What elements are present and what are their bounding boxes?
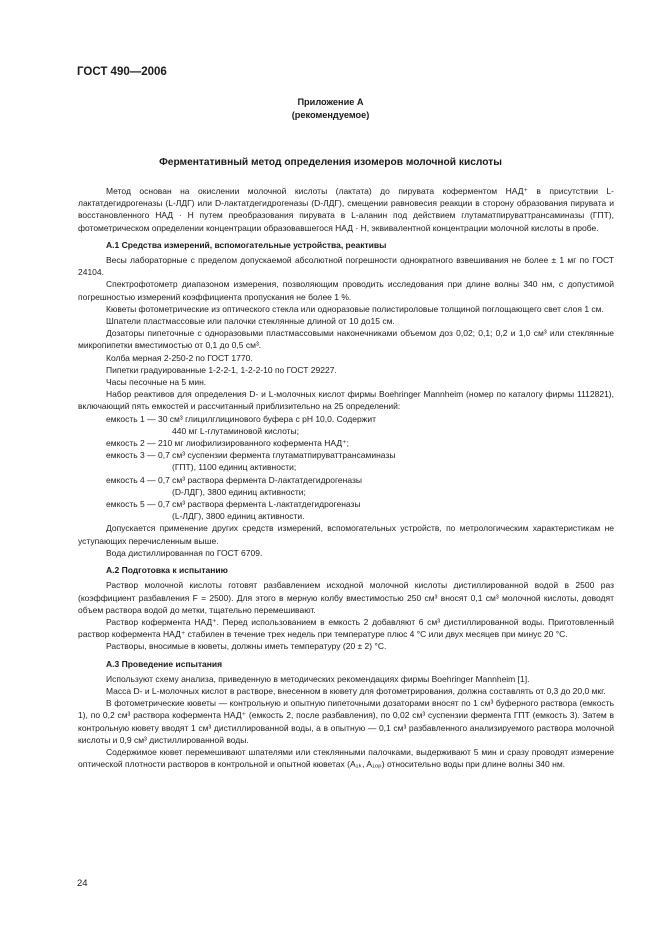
- paragraph: Раствор молочной кислоты готовят разбавлением исходной молочной кислоты дистиллированной водой в 2500 раз (коэффициент разбавления F = 2500). Для этого в мерную колбу вместимостью 250 см³ вносят 0,1 см³ молочной кислоты, доводят объем раствора водой до метки, тщательно перемешивают.: [78, 580, 614, 615]
- section-heading-a1: А.1 Средства измерений, вспомогательные устройства, реактивы: [106, 239, 387, 250]
- paragraph: Пипетки градуированные 1-2-2-1, 1-2-2-10 по ГОСТ 29227.: [106, 364, 337, 375]
- paragraph: Вода дистиллированная по ГОСТ 6709.: [106, 547, 263, 558]
- section-heading-a2: А.2 Подготовка к испытанию: [106, 565, 228, 576]
- section-heading-a3: А.3 Проведение испытания: [106, 658, 223, 669]
- kit-item: емкость 3 — 0,7 см³ суспензии фермента глутаматпируваттрансаминазы: [106, 450, 396, 461]
- paragraph: Допускается применение других средств измерений, вспомогательных устройств, по метрологическим характеристикам не уступающих перечисленным выше.: [78, 523, 614, 546]
- document-code: ГОСТ 490—2006: [77, 66, 167, 78]
- paragraph: Набор реактивов для определения D- и L-молочных кислот фирмы Boehringer Mannheim (номер по каталогу фирмы 1112821), включающий пять емкостей и рассчитанный приблизительно на 25 определений:: [78, 389, 614, 412]
- paragraph: Шпатели пластмассовые или палочки стеклянные длиной от 10 до15 см.: [106, 316, 395, 327]
- paragraph: Используют схему анализа, приведенную в методических рекомендациях фирмы Boehringer Mannheim [1].: [106, 673, 530, 684]
- annex-status: (рекомендуемое): [291, 110, 370, 120]
- paragraph: Колба мерная 2-250-2 по ГОСТ 1770.: [106, 352, 253, 363]
- paragraph: В фотометрические кюветы — контрольную и опытную пипеточными дозаторами вносят по 1 см³ буферного раствора (емкость 1), по 0,2 см³ раствора кофермента НАД⁺ (емкость 2, после разбавления), по 0,02 см³ суспензии фермента ГПТ (емкость 3). Затем в контрольную кювету вводят 1 см³ дистиллированной воды, а в опытную — 0,1 см³ разбавленного анализируемого раствора молочной кислоты и 0,9 см³ дистиллированной воды.: [78, 698, 614, 745]
- kit-item-continuation: 440 мг L-глутаминовой кислоты;: [172, 425, 300, 436]
- paragraph: Содержимое кювет перемешивают шпателями или стеклянными палочками, выдерживают 5 мин и сразу проводят измерение оптической плотности растворов в контрольной и опытной кюветах (A₁ₖ, A₁ₒₚ) относительно воды при длине волны 340 нм.: [78, 746, 614, 770]
- paragraph: Спектрофотометр диапазоном измерения, позволяющим проводить исследования при длине волны 340 нм, с допустимой погрешностью измерений коэффициента пропускания не более 1 %.: [78, 279, 614, 302]
- kit-item: емкость 2 — 210 мг лиофилизированного кофермента НАД⁺;: [106, 438, 349, 449]
- page-number: 24: [77, 878, 88, 889]
- kit-item: емкость 4 — 0,7 см³ раствора фермента D-лактатдегидрогеназы: [106, 474, 362, 485]
- paragraph: Весы лабораторные с пределом допускаемой абсолютной погрешности однократного взвешивания не более ± 1 мг по ГОСТ 24104.: [78, 255, 614, 278]
- paragraph: Растворы, вносимые в кюветы, должны иметь температуру (20 ± 2) °С.: [106, 641, 387, 652]
- paragraph: Кюветы фотометрические из оптического стекла или одноразовые полистироловые толщиной поглощающего свет слоя 1 см.: [106, 303, 604, 314]
- annex-main-title: Ферментативный метод определения изомеров молочной кислоты: [159, 157, 502, 168]
- annex-title: Приложение А: [297, 97, 364, 107]
- paragraph: Масса D- и L-молочных кислот в растворе, внесенном в кювету для фотометрирования, должна составлять от 0,3 до 20,0 мкг.: [106, 685, 606, 696]
- paragraph: Раствор кофермента НАД⁺. Перед использованием в емкость 2 добавляют 6 см³ дистиллированной воды. Приготовленный раствор кофермента НАД⁺ стабилен в течение трех недель при температуре плюс 4 °С или двух месяцев при минус 20 °С.: [78, 616, 614, 640]
- paragraph: Дозаторы пипеточные с одноразовыми пластмассовыми наконечниками объемом доз 0,02; 0,1; 0,2 и 1,0 см³ или стеклянные микропипетки вместимостью от 0,1 до 0,5 см³.: [78, 328, 614, 351]
- kit-item-continuation: (L-ЛДГ), 3800 единиц активности.: [172, 511, 305, 522]
- kit-item-continuation: (ГПТ), 1100 единиц активности;: [172, 462, 297, 473]
- kit-item: емкость 5 — 0,7 см³ раствора фермента L-лактатдегидрогеназы: [106, 499, 361, 510]
- document-body: [78, 185, 614, 770]
- kit-item-continuation: (D-ЛДГ), 3800 единиц активности;: [172, 486, 306, 497]
- annex-heading: [0, 96, 661, 122]
- kit-item: емкость 1 — 30 см³ глицилглицинового буфера с рН 10,0. Содержит: [106, 413, 377, 424]
- intro-paragraph: Метод основан на окислении молочной кислоты (лактата) до пирувата коферментом НАД⁺ в присутствии L-лактатдегидрогеназы (L-ЛДГ) или D-лактатдегидрогеназы (D-ЛДГ), смещении равновесия реакции в сторону образования пирувата и восстановленного НАД · Н путем преобразования пирувата в L-аланин под действием глутаматпируваттрансаминазы (ГПТ), фотометрическом определении концентрации образовавшегося НАД · Н, эквивалентной концентрации молочной кислоты в пробе.: [78, 186, 614, 233]
- paragraph: Часы песочные на 5 мин.: [106, 377, 207, 388]
